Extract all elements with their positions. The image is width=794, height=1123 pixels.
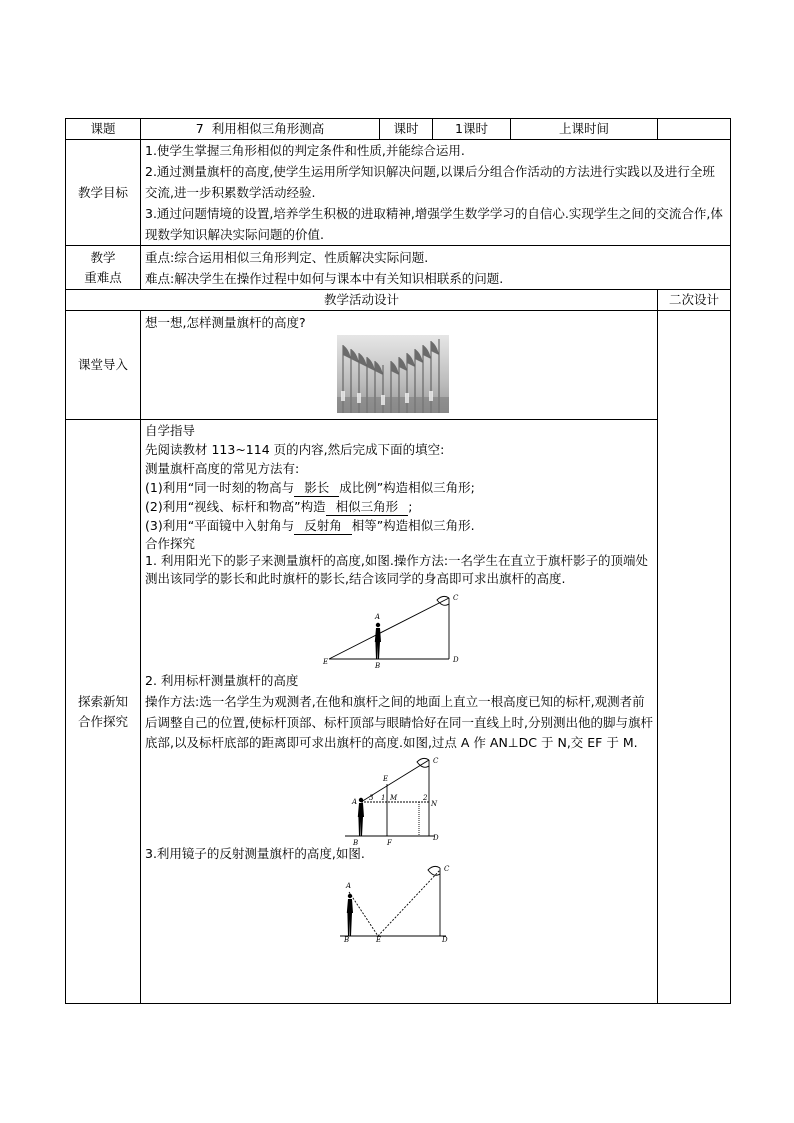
keypoints-label [66,246,141,290]
label-A: A [375,613,381,621]
method-3-post: 相等”构造相似三角形. [351,518,475,533]
lesson-plan-table [65,118,731,1004]
method-3-pre: (3)利用“平面镜中入射角与 [145,518,295,533]
common-methods: 测量旗杆高度的常见方法有: [145,461,300,476]
objectives-label: 教学目标 [66,140,141,246]
intro-label: 课堂导入 [66,311,141,420]
explore-label-line1: 探索新知 [77,693,128,709]
label-E: E [383,774,389,783]
mirror-figure [334,862,464,942]
explore-label-line2: 合作探究 [77,713,128,729]
secondary-design-label: 二次设计 [658,290,731,311]
shadow-figure [319,588,479,670]
label-D: D [453,656,459,664]
period-label: 课时 [380,119,433,140]
objective-item: 1.使学生掌握三角形相似的判定条件和性质,并能综合运用. [145,143,465,158]
period-value: 1课时 [433,119,511,140]
label-C: C [453,594,459,602]
method-2 [145,497,653,516]
label-B: B [375,662,381,670]
pole-figure [339,754,459,846]
keypoints-content [141,246,731,290]
method-2-post: ; [408,499,413,514]
method-1 [145,478,653,497]
shadow-method-text: 1. 利用阳光下的影子来测量旗杆的高度,如图.操作方法:一名学生在直立于旗杆影子的顶端处测出该同学的影长和此时旗杆的影长,结合该同学的身高即可求出旗杆的高度. [145,553,649,586]
label-angle-2: 2 [423,793,428,802]
method-1-pre: (1)利用“同一时刻的物高与 [145,480,295,495]
self-study-heading: 自学指导 [145,423,196,438]
label-C: C [444,864,450,873]
intro-content [141,311,658,420]
time-value [658,119,731,140]
design-title: 教学活动设计 [66,290,658,311]
objectives-content [141,140,731,246]
label-D: D [442,935,448,942]
key-point: 重点:综合运用相似三角形判定、性质解决实际问题. [145,249,429,265]
keypoints-label-line2: 重难点 [84,269,122,285]
label-A: A [346,881,352,890]
label-D: D [433,833,439,842]
label-angle-3: 3 [369,793,374,802]
keypoints-label-line1: 教学 [90,249,116,265]
method-3-blank: 反射角 [294,518,352,535]
label-B: B [344,935,350,942]
method-2-pre: (2)利用“视线、标杆和物高”构造 [145,499,326,514]
difficulty-point: 难点:解决学生在操作过程中如何与课本中有关知识相联系的问题. [145,270,504,286]
topic-label: 课题 [66,119,141,140]
pole-method-text: 操作方法:选一名学生为观测者,在他和旗杆之间的地面上直立一根高度已知的标杆,观测者前后调整自己的位置,使标杆顶部、标杆顶部与眼睛恰好在同一直线上时,分别测出他的脚与旗杆底部,以及标杆底部的距离即可求出旗杆的高度.如图,过点 A 作 AN⊥DC 于 N,交 EF 于 M. [145,694,653,750]
method-1-post: 成比例”构造相似三角形; [339,480,475,495]
method-2-blank: 相似三角形 [326,499,409,516]
label-angle-1: 1 [381,793,386,802]
label-N: N [431,799,438,808]
explore-label [66,420,141,1004]
label-E: E [376,935,382,942]
method-3 [145,516,653,535]
objective-item: 3.通过问题情境的设置,培养学生积极的进取精神,增强学生数学学习的自信心.实现学生之间的交流合作,体现数学知识解决实际问题的价值. [145,206,723,242]
topic-value: 7 利用相似三角形测高 [141,119,380,140]
method-1-blank: 影长 [294,480,339,497]
label-M: M [390,793,398,802]
pole-method-title: 2. 利用标杆测量旗杆的高度 [145,673,299,688]
coop-heading: 合作探究 [145,536,196,551]
read-instruction: 先阅读教材 113~114 页的内容,然后完成下面的填空: [145,442,445,457]
label-E: E [323,658,329,666]
mirror-method-text: 3.利用镜子的反射测量旗杆的高度,如图. [145,845,365,861]
flags-photo [337,335,449,413]
time-label: 上课时间 [511,119,658,140]
label-B: B [353,838,359,846]
explore-content [141,420,658,1004]
label-F: F [387,838,392,846]
objective-item: 2.通过测量旗杆的高度,使学生运用所学知识解决问题,以课后分组合作活动的方法进行实践以及进行全班交流,进一步积累数学活动经验. [145,164,715,200]
intro-question: 想一想,怎样测量旗杆的高度? [145,315,306,330]
secondary-design-cell [658,311,731,1004]
label-A: A [352,797,358,806]
label-C: C [433,756,439,765]
